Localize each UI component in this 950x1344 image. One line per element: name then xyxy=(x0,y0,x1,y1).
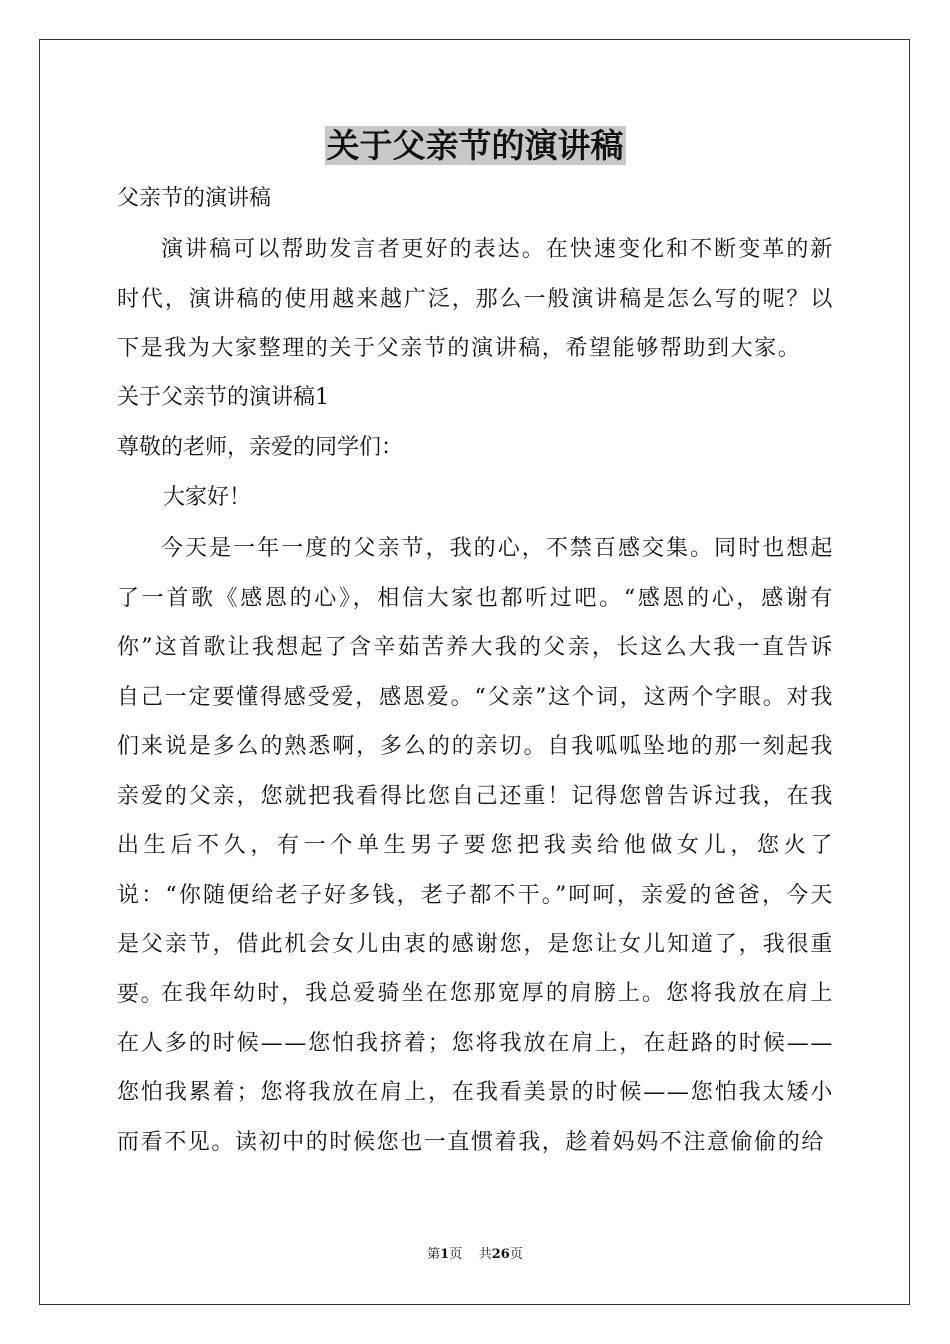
document-subtitle: 父亲节的演讲稿 xyxy=(117,186,272,211)
footer-total-suffix: 页 xyxy=(509,1247,523,1262)
footer-page-suffix: 页 xyxy=(449,1247,463,1262)
salutation: 尊敬的老师，亲爱的同学们： xyxy=(117,435,404,460)
greeting: 大家好！ xyxy=(163,485,252,510)
body-paragraph-2: 在我年幼时，我总爱骑坐在您那宽厚的肩膀上。您将我放在肩上在人多的时候——您怕我挤着；您将我放在肩上，在赶路的时候——您怕我累着；您将我放在肩上，在我看美景的时候——您怕我太矮小而看不见。读初中的时候您也一直惯着我，趁着妈妈不注意偷偷的给 xyxy=(117,981,834,1155)
page-footer xyxy=(0,1246,950,1264)
body-paragraph-1: 今天是一年一度的父亲节，我的心，不禁百感交集。同时也想起了一首歌《感恩的心》，相信大家也都听过吧。“感恩的心，感谢有你”这首歌让我想起了含辛茹苦养大我的父亲，长这么大我一直告诉自己一定要懂得感受爱，感恩爱。“父亲”这个词，这两个字眼。对我们来说是多么的熟悉啊，多么的的亲切。自我呱呱坠地的那一刻起我亲爱的父亲，您就把我看得比您自己还重！记得您曾告诉过我，在我出生后不久，有一个单生男子要您把我卖给他做女儿，您火了说：“你随便给老子好多钱，老子都不干。”呵呵，亲爱的爸爸，今天是父亲节，借此机会女儿由衷的感谢您，是您让女儿知道了，我很重要。 xyxy=(117,536,834,1007)
document-title-text: 关于父亲节的演讲稿 xyxy=(326,126,624,165)
intro-paragraph: 演讲稿可以帮助发言者更好的表达。在快速变化和不断变革的新时代，演讲稿的使用越来越广泛，那么一般演讲稿是怎么写的呢？以下是我为大家整理的关于父亲节的演讲稿，希望能够帮助到大家。 xyxy=(117,237,834,361)
footer-page-number: 1 xyxy=(440,1247,450,1262)
footer-page-prefix: 第 xyxy=(427,1247,441,1262)
footer-total-prefix: 共 xyxy=(478,1247,492,1262)
document-title xyxy=(0,123,950,169)
section-heading: 关于父亲节的演讲稿1 xyxy=(117,385,329,410)
footer-total-pages: 26 xyxy=(491,1247,510,1262)
